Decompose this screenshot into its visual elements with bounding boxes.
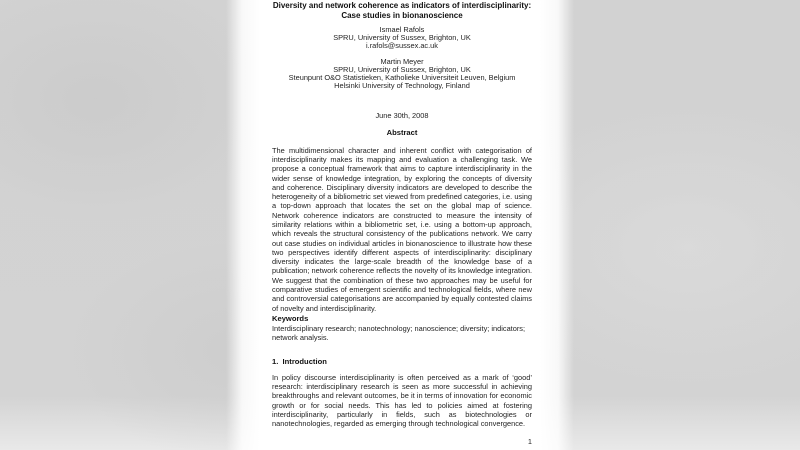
paper-page [226,0,574,450]
paper-title-line1: Diversity and network coherence as indicators of interdisciplinarity: [272,1,532,10]
author-block-2 [272,58,532,91]
author-email: i.rafols@sussex.ac.uk [366,40,438,50]
section-1-heading: 1. Introduction [272,356,327,366]
paper-date: June 30th, 2008 [375,111,429,121]
paper-content [272,0,532,446]
author-block-1 [272,26,532,51]
keywords-heading: Keywords [272,313,309,323]
paper-title [272,0,532,20]
section-1-text: In policy discourse interdisciplinarity is often perceived as a mark of ‘good’ research: interdisciplinary research is seen as more successful in achieving breakthroughs and relevant outcomes, be it in terms of innovation for economic growth or for social needs. This has led to policies aimed at fostering interdisciplinarity, particularly in fields, such as biotechnologies or nanotechnologies, regarded as emerging through technological convergence. [272,372,532,429]
author-affiliation: Helsinki University of Technology, Finland [334,81,470,91]
page-number: 1 [527,436,532,446]
author-affiliation: SPRU, University of Sussex, Brighton, UK [333,64,471,74]
author-affiliation: SPRU, University of Sussex, Brighton, UK [333,32,471,42]
author-name: Ismael Rafols [379,24,425,34]
abstract-text: The multidimensional character and inherent conflict with categorisation of interdisciplinarity makes its mapping and evaluation a challenging task. We propose a conceptual framework that aims to capture interdisciplinarity in the wider sense of knowledge integration, by exploring the concepts of diversity and coherence. Disciplinary diversity indicators are developed to describe the heterogeneity of a bibliometric set viewed from predefined categories, i.e. using a top-down approach that locates the set on the global map of science. Network coherence indicators are constructed to measure the intensity of similarity relations within a bibliometric set, i.e. using a bottom-up approach, which reveals the structural consistency of the publications network. We carry out case studies on individual articles in bionanoscience to illustrate how these two perspectives identify different aspects of interdisciplinarity: disciplinary diversity indicates the large-scale breadth of the knowledge base of a publication; network coherence reflects the novelty of its knowledge integration. We suggest that the combination of these two approaches may be useful for comparative studies of emergent scientific and technological fields, where new and controversial categorisations are accompanied by equally contested claims of novelty and interdisciplinarity. [272,145,532,313]
author-name: Martin Meyer [380,56,424,66]
abstract-heading: Abstract [386,127,418,137]
paper-title-line2: Case studies in bionanoscience [341,10,463,20]
keywords-text: Interdisciplinary research; nanotechnology; nanoscience; diversity; indicators; network analysis. [272,323,526,342]
author-affiliation: Steunpunt O&O Statistieken, Katholieke Universiteit Leuven, Belgium [288,73,516,83]
